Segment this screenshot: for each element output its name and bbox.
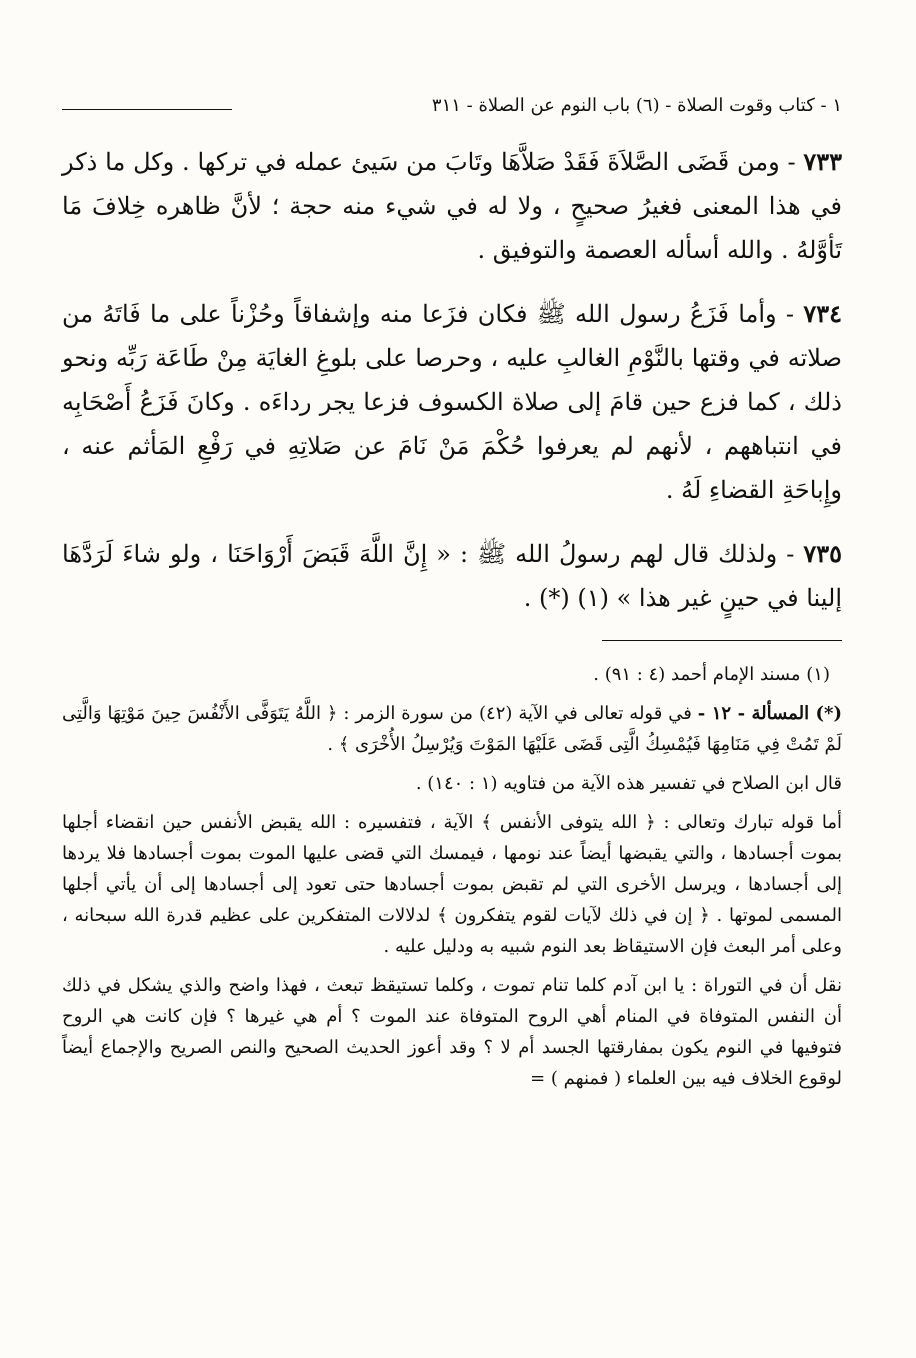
running-header xyxy=(62,80,842,116)
issue-label: (*) المسألة - ١٢ - xyxy=(697,703,842,724)
paragraph-text: - ومن قَضَى الصَّلاَةَ فَقَدْ صَلاَّهَا وتَابَ من سَيئ عمله في تركها . وكل ما ذكر في هذا المعنى فغيرُ صحيحٍ ، ولا له في شيء منه حجة ؛ لأنَّ ظاهره خِلافَ مَا تَأوَّلهُ . والله أسأله العصمة والتوفيق . xyxy=(62,148,842,264)
footnote-paragraph-1: أما قوله تبارك وتعالى : ﴿ الله يتوفى الأنفس ﴾ الآية ، فتفسيره : الله يقبض الأنفس حين انقضاء أجلها بموت أجسادها ، والتي يقبضها أيضاً عند نومها ، فيمسك التي قضى عليها الموت بموت أجسادها فلا يردها إلى أجسادها ، ويرسل الأخرى التي لم تقبض بموت أجسادها حتى تعود إلى أجسادها إلى أن يأتي أجلها المسمى لموتها . ﴿ إن في ذلك لآيات لقوم يتفكرون ﴾ لدلالات المتفكرين على عظيم قدرة الله سبحانه ، وعلى أمر البعث فإن الاستيقاظ بعد النوم شبيه به ودليل عليه . xyxy=(62,812,842,957)
footnote-issue xyxy=(62,698,842,760)
main-text xyxy=(62,140,842,620)
footnotes xyxy=(62,659,842,1094)
header-rule xyxy=(62,109,232,110)
paragraph-733 xyxy=(62,140,842,272)
page xyxy=(62,80,842,1102)
running-title: ١ - كتاب وقوت الصلاة - (٦) باب النوم عن الصلاة - ٣١١ xyxy=(431,95,842,116)
footnote-paragraph-2: نقل أن في التوراة : يا ابن آدم كلما تنام تموت ، وكلما تستيقظ تبعث ، فهذا واضح والذي يشكل في ذلك أن النفس المتوفاة في المنام أهي الروح المتوفاة عند الموت ؟ أم هي غيرها ؟ فإن كانت هي الروح فتوفيها في النوم يكون بمفارقتها الجسد أم لا ؟ وقد أعوز الحديث الصحيح والنص الصريح والإجماع أيضاً لوقوع الخلاف فيه بين العلماء ( فمنهم ) = xyxy=(62,975,842,1089)
paragraph-735 xyxy=(62,532,842,620)
paragraph-text: - ولذلك قال لهم رسولُ الله ﷺ : « إِنَّ اللَّهَ قَبَضَ أَرْوَاحَنَا ، ولو شاءَ لَرَدَّهَا إلينا في حينٍ غير هذا » (١) (*) . xyxy=(62,540,842,612)
footnote-separator xyxy=(602,640,842,641)
issue-text: في قوله تعالى في الآية (٤٢) من سورة الزمر : ﴿ اللَّهُ يَتَوَفَّى الأَنْفُسَ حِينَ مَوْتِهَا وَالَّتِى لَمْ تَمُتْ فِي مَنَامِهَا فَيُمْسِكُ الَّتِى قَضَى عَلَيْهَا المَوْتَ وَيُرْسِلُ الأُخْرَى ﴾ . xyxy=(62,703,842,755)
paragraph-text: - وأما فَزَعُ رسول الله ﷺ فكان فزَعا منه وإشفاقاً وحُزْناً على ما فَاتَهُ من صلاته في وقتها بالنَّوْمِ الغالبِ عليه ، وحرصا على بلوغِ الغايَة مِنْ طَاعَة رَبِّه ونحو ذلك ، كما فزع حين قامَ إلى صلاة الكسوف فزعا يجر رداءَه . وكانَ فَزَعُ أَصْحَابِه في انتباههم ، لأنهم لم يعرفوا حُكْمَ مَنْ نَامَ عن صَلاتِهِ في رَفْعِ المَأثم عنه ، وإِباحَةِ القضاءِ لَهُ . xyxy=(62,300,842,504)
paragraph-number: ٧٣٥ xyxy=(803,539,842,568)
footnote-1: (١) مسند الإمام أحمد (٤ : ٩١) . xyxy=(593,664,830,685)
paragraph-number: ٧٣٤ xyxy=(803,299,842,328)
ibn-salah-intro: قال ابن الصلاح في تفسير هذه الآية من فتاويه (١ : ١٤٠) . xyxy=(415,773,842,794)
paragraph-734 xyxy=(62,292,842,512)
paragraph-number: ٧٣٣ xyxy=(803,147,842,176)
